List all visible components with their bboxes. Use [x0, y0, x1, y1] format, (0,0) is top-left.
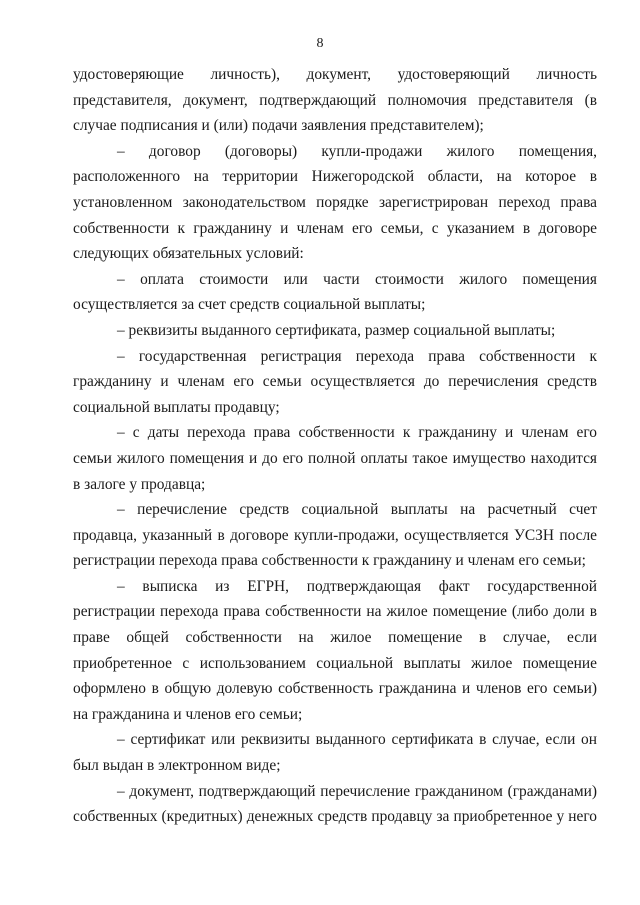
paragraph-7: – перечисление средств социальной выплаты на расчетный счет продавца, указанный в договоре купли-продажи, осуществляется УСЗН после регистрации перехода права собственности к гражданину и членам его семьи;: [73, 501, 597, 570]
paragraph-4: – реквизиты выданного сертификата, размер социальной выплаты;: [117, 321, 556, 339]
paragraph-2: – договор (договоры) купли-продажи жилого помещения, расположенного на территории Нижегородской области, на которое в установленном законодательством порядке зарегистрирован переход права собственности к гражданину и членам его семьи, с указанием в договоре следующих обязательных условий:: [73, 142, 597, 263]
paragraph-10: – документ, подтверждающий перечисление гражданином (гражданами) собственных (кредитных) денежных средств продавцу за приобретенное у него: [73, 782, 597, 826]
paragraph-3: – оплата стоимости или части стоимости жилого помещения осуществляется за счет средств социальной выплаты;: [73, 270, 597, 314]
paragraph-9: – сертификат или реквизиты выданного сертификата в случае, если он был выдан в электронном виде;: [73, 731, 597, 775]
paragraph-6: – с даты перехода права собственности к гражданину и членам его семьи жилого помещения и до его полной оплаты такое имущество находится в залоге у продавца;: [73, 424, 597, 493]
document-body: [73, 62, 597, 830]
page-number: 8: [316, 36, 324, 51]
paragraph-5: – государственная регистрация перехода права собственности к гражданину и членам его семьи осуществляется до перечисления средств социальной выплаты продавцу;: [73, 347, 597, 416]
paragraph-1: удостоверяющие личность), документ, удостоверяющий личность представителя, документ, подтверждающий полномочия представителя (в случае подписания и (или) подачи заявления представителем);: [73, 66, 597, 135]
paragraph-8: – выписка из ЕГРН, подтверждающая факт государственной регистрации перехода права собственности на жилое помещение (либо доли в праве общей собственности на жилое помещение в случае, если приобретенное с использованием социальной выплаты жилое помещение оформлено в общую долевую собственность гражданина и членов его семьи) на гражданина и членов его семьи;: [73, 577, 597, 723]
